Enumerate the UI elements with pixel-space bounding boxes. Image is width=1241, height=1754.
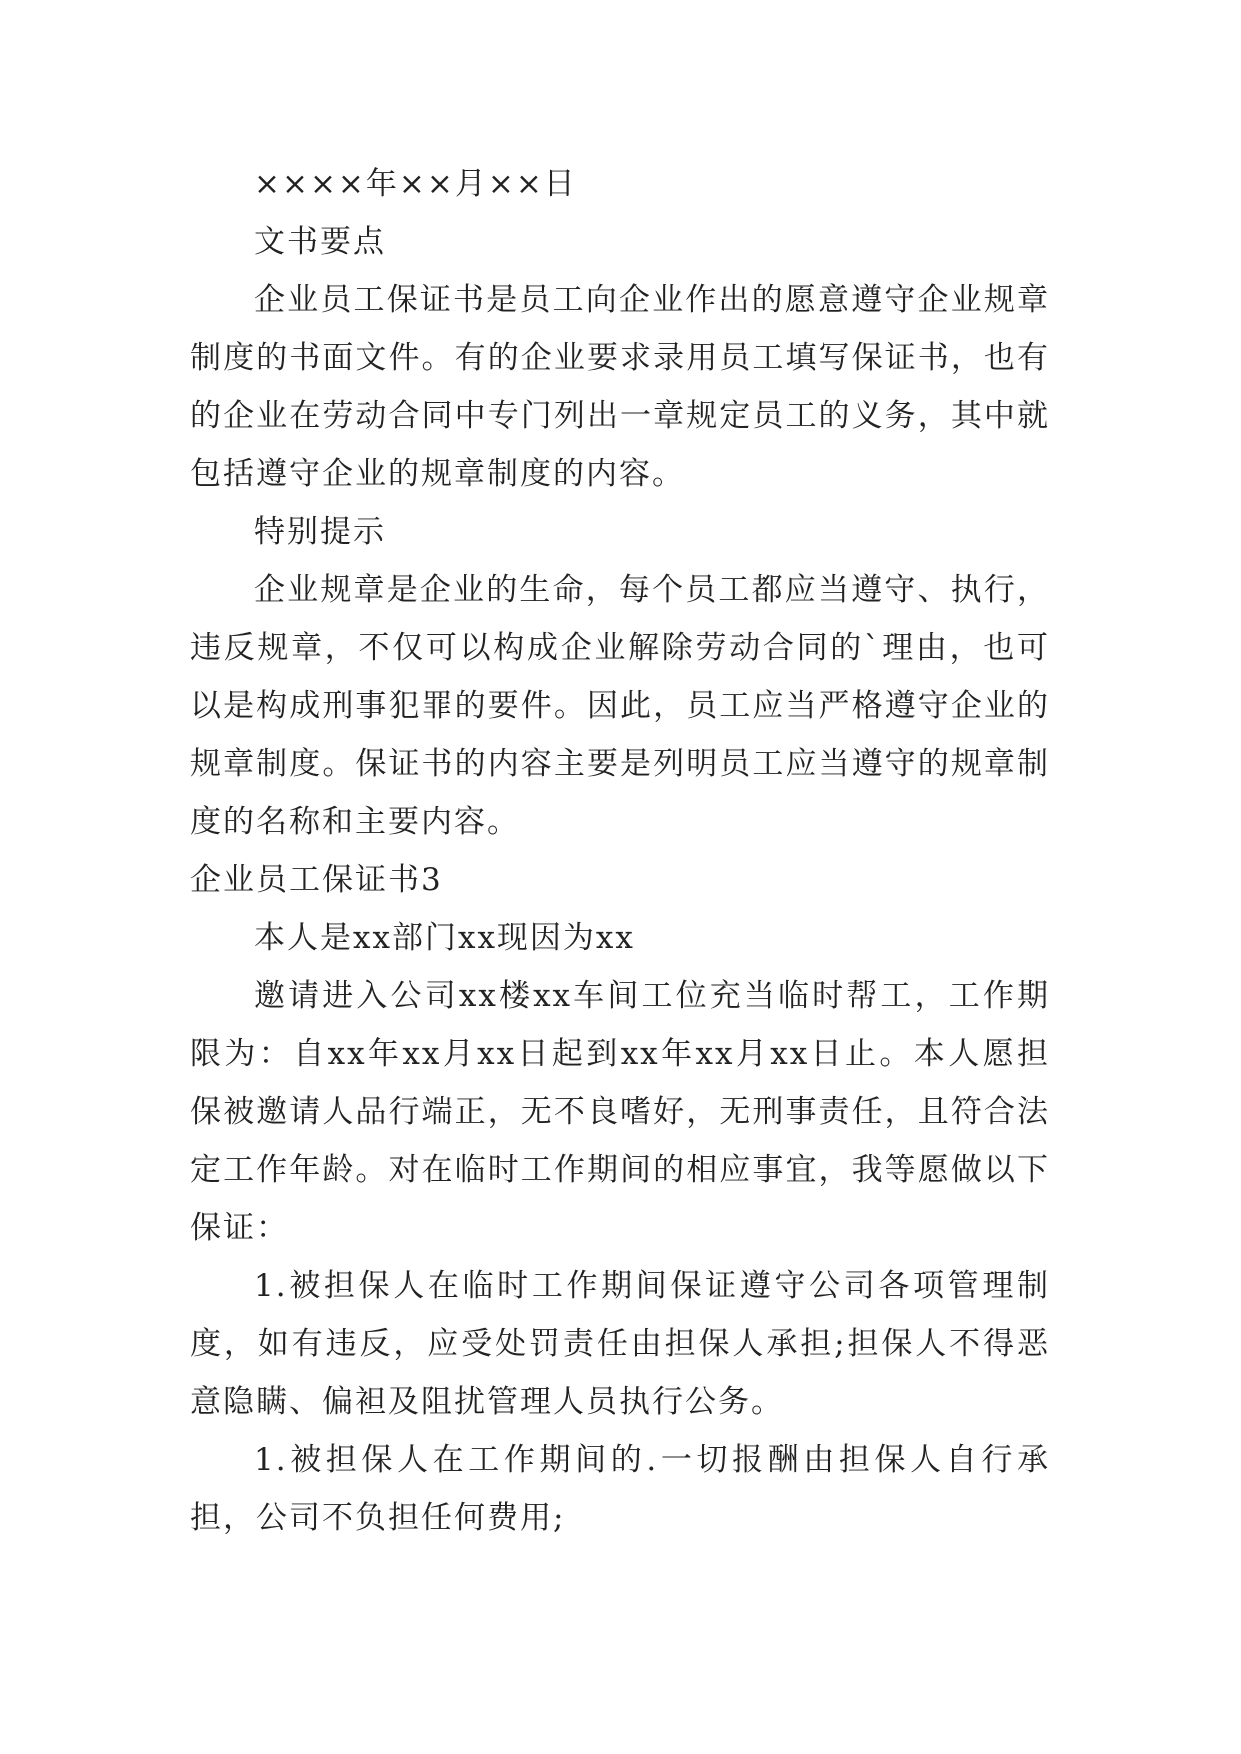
guarantee-item-1a: 1.被担保人在临时工作期间保证遵守公司各项管理制度，如有违反，应受处罚责任由担保人承担;担保人不得恶意隐瞒、偏袒及阻扰管理人员执行公务。 (190, 1268, 1050, 1420)
section-title: 企业员工保证书3 (190, 862, 443, 898)
document-body (190, 155, 1050, 1547)
intro-line: 本人是xx部门xx现因为xx (254, 920, 635, 956)
key-points-paragraph: 企业员工保证书是员工向企业作出的愿意遵守企业规章制度的书面文件。有的企业要求录用员工填写保证书，也有的企业在劳动合同中专门列出一章规定员工的义务，其中就包括遵守企业的规章制度的内容。 (190, 282, 1050, 492)
special-note-paragraph: 企业规章是企业的生命，每个员工都应当遵守、执行，违反规章，不仅可以构成企业解除劳动合同的`理由，也可以是构成刑事犯罪的要件。因此，员工应当严格遵守企业的规章制度。保证书的内容主要是列明员工应当遵守的规章制度的名称和主要内容。 (190, 572, 1050, 840)
heading-key-points: 文书要点 (254, 224, 386, 260)
date-line: ××××年××月××日 (254, 166, 577, 202)
invitation-paragraph: 邀请进入公司xx楼xx车间工位充当临时帮工，工作期限为：自xx年xx月xx日起到xx年xx月xx日止。本人愿担保被邀请人品行端正，无不良嗜好，无刑事责任，且符合法定工作年龄。对在临时工作期间的相应事宜，我等愿做以下保证： (190, 978, 1050, 1246)
guarantee-item-1b: 1.被担保人在工作期间的.一切报酬由担保人自行承担，公司不负担任何费用; (190, 1442, 1050, 1536)
heading-special-note: 特别提示 (254, 514, 386, 550)
